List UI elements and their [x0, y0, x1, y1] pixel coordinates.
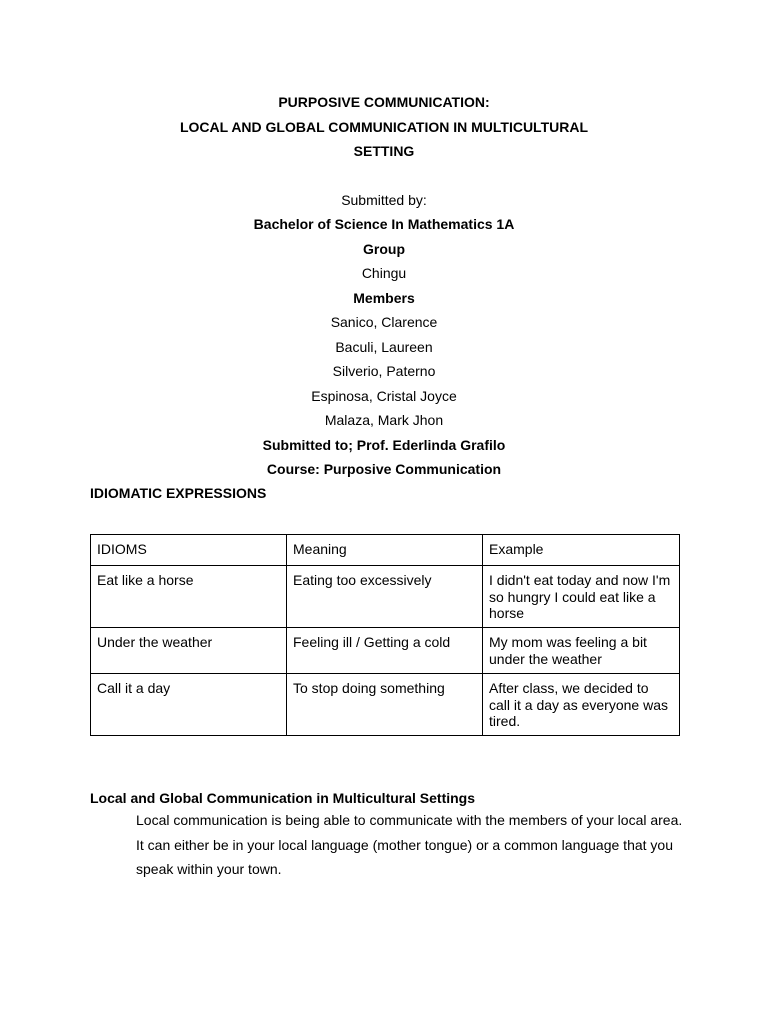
member-name: Sanico, Clarence	[330, 314, 438, 330]
submitted-by-label: Submitted by:	[341, 192, 427, 208]
paragraph-line: It can either be in your local language (mother tongue) or a common language that you	[136, 836, 673, 853]
idiom-cell: Eat like a horse	[91, 566, 287, 628]
title-line-1: PURPOSIVE COMMUNICATION:	[278, 94, 490, 110]
member-name: Malaza, Mark Jhon	[324, 412, 444, 428]
idioms-table	[90, 534, 680, 736]
member-name: Baculi, Laureen	[335, 339, 433, 355]
table-row	[91, 566, 680, 628]
member-name: Espinosa, Cristal Joyce	[311, 388, 457, 404]
submitted-to: Submitted to; Prof. Ederlinda Grafilo	[262, 437, 506, 453]
member-name: Silverio, Paterno	[332, 363, 436, 379]
idiom-cell: Under the weather	[91, 628, 287, 674]
paragraph-line: Local communication is being able to communicate with the members of your local area.	[136, 812, 683, 828]
column-header: Example	[483, 535, 680, 566]
meaning-cell: To stop doing something	[287, 674, 483, 736]
meaning-cell: Feeling ill / Getting a cold	[287, 628, 483, 674]
program-name: Bachelor of Science In Mathematics 1A	[253, 216, 515, 232]
paragraph-line: speak within your town.	[136, 861, 282, 877]
column-header: Meaning	[287, 535, 483, 566]
table-row	[91, 674, 680, 736]
idioms-heading: IDIOMATIC EXPRESSIONS	[90, 485, 267, 501]
table-header-row	[91, 535, 680, 566]
title-line-3: SETTING	[353, 143, 415, 159]
example-cell: I didn't eat today and now I'm so hungry I could eat like a horse	[483, 566, 680, 628]
example-cell: After class, we decided to call it a day as everyone was tired.	[483, 674, 680, 736]
members-label: Members	[353, 290, 415, 306]
table-row	[91, 628, 680, 674]
course-name: Course: Purposive Communication	[266, 461, 502, 477]
group-label: Group	[363, 241, 405, 257]
idiom-cell: Call it a day	[91, 674, 287, 736]
example-cell: My mom was feeling a bit under the weather	[483, 628, 680, 674]
local-global-heading: Local and Global Communication in Multicultural Settings	[90, 790, 476, 806]
local-communication-paragraph	[90, 808, 690, 882]
meaning-cell: Eating too excessively	[287, 566, 483, 628]
title-line-2: LOCAL AND GLOBAL COMMUNICATION IN MULTICULTURAL	[179, 119, 589, 135]
column-header: IDIOMS	[91, 535, 287, 566]
group-name: Chingu	[361, 265, 407, 281]
